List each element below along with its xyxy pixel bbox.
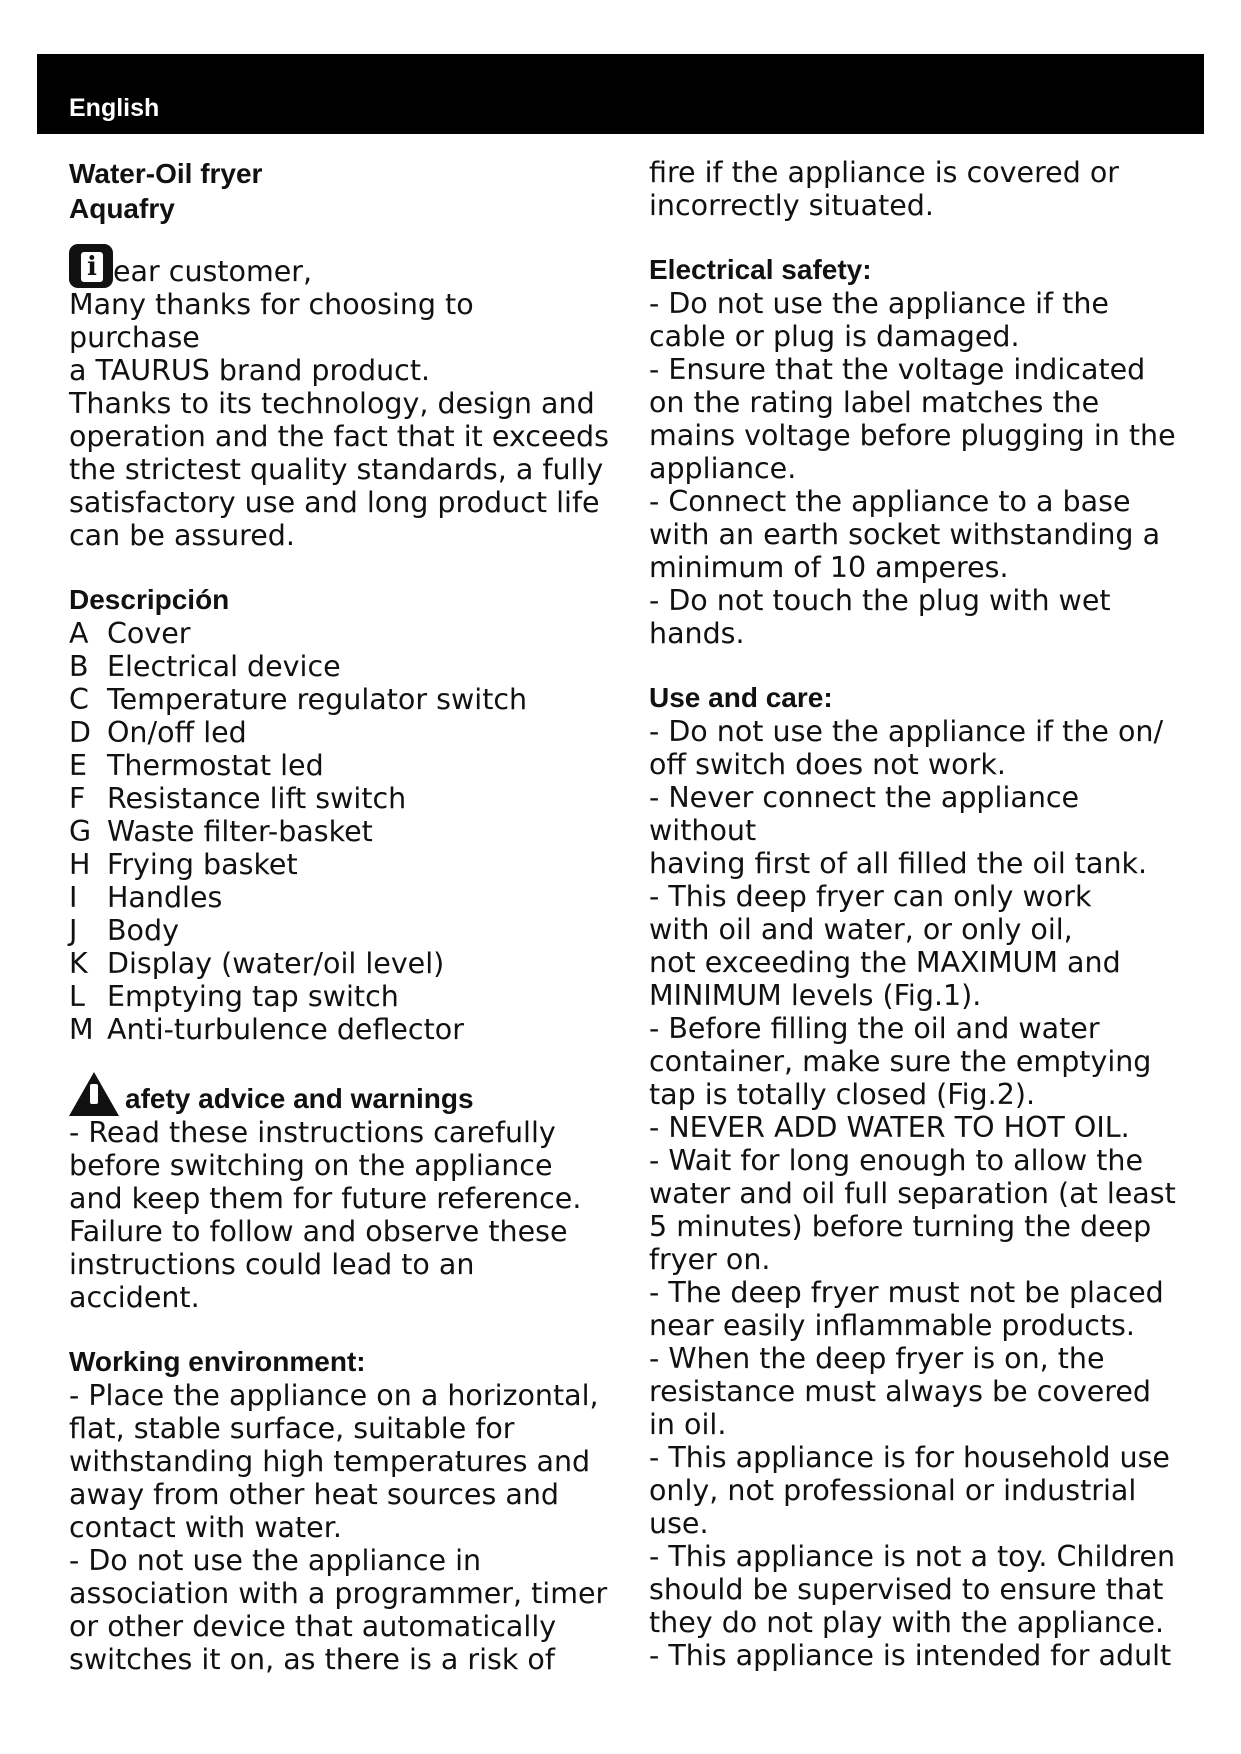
list-item: I Handles [69,881,223,914]
continued-paragraph: fire if the appliance is covered or incorrectly situated. [649,156,1120,222]
list-item: E Thermostat led [69,749,324,782]
list-item: A Cover [69,617,191,650]
list-item: G Waste filter-basket [69,815,373,848]
list-item: M Anti-turbulence deflector [69,1013,464,1046]
safety-heading: afety advice and warnings [125,1083,474,1114]
greeting-line [69,244,609,288]
product-title: Water-Oil fryer [69,158,263,189]
left-column [69,156,609,1676]
language-header-bar [37,54,1204,134]
list-item: L Emptying tap switch [69,980,399,1013]
safety-heading-line [69,1072,609,1116]
greeting-text: ear customer, [113,255,313,288]
list-item: B Electrical device [69,650,341,683]
list-item: F Resistance lift switch [69,782,407,815]
list-item: J Body [69,914,179,947]
electrical-safety-heading: Electrical safety: [649,254,872,285]
working-environment-heading: Working environment: [69,1346,366,1377]
warning-icon [69,1072,119,1116]
language-label: English [69,94,160,122]
info-icon: i [69,244,113,288]
parts-list [69,617,609,1046]
working-environment-paragraph: - Place the appliance on a horizontal, flat, stable surface, suitable for withstanding high temperatures and away from other heat sources and contact with water. - Do not use the appliance in association with a programmer, timer or other device that automatically switches it on, as there is a risk of [69,1379,608,1676]
right-column [649,156,1189,1672]
list-item: K Display (water/oil level) [69,947,445,980]
list-item: D On/off led [69,716,247,749]
list-item: C Temperature regulator switch [69,683,528,716]
use-and-care-heading: Use and care: [649,682,833,713]
safety-paragraph: - Read these instructions carefully before switching on the appliance and keep them for future reference. Failure to follow and observe these instructions could lead to an accident. [69,1116,582,1314]
product-subtitle: Aquafry [69,193,175,224]
intro-paragraph: Many thanks for choosing to purchase a TAURUS brand product. Thanks to its technology, design and operation and the fact that it exceeds the strictest quality standards, a fully satisfactory use and long product life can be assured. [69,288,609,552]
use-and-care-paragraph: - Do not use the appliance if the on/ off switch does not work. - Never connect the appliance without having first of all filled the oil tank. - This deep fryer can only work with oil and water, or only oil, not exceeding the MAXIMUM and MINIMUM levels (Fig.1). - Before filling the oil and water container, make sure the emptying tap is totally closed (Fig.2). - NEVER ADD WATER TO HOT OIL. - Wait for long enough to allow the water and oil full separation (at least 5 minutes) before turning the deep fryer on. - The deep fryer must not be placed near easily inflammable products. - When the deep fryer is on, the resistance must always be covered in oil. - This appliance is for household use only, not professional or industrial use. - This appliance is not a toy. Children should be supervised to ensure that they do not play with the appliance. - This appliance is intended for adult [649,715,1176,1672]
list-item: H Frying basket [69,848,298,881]
description-heading: Descripción [69,584,230,615]
electrical-safety-paragraph: - Do not use the appliance if the cable or plug is damaged. - Ensure that the voltage indicated on the rating label matches the mains voltage before plugging in the appliance. - Connect the appliance to a base with an earth socket withstanding a minimum of 10 amperes. - Do not touch the plug with wet hands. [649,287,1176,650]
